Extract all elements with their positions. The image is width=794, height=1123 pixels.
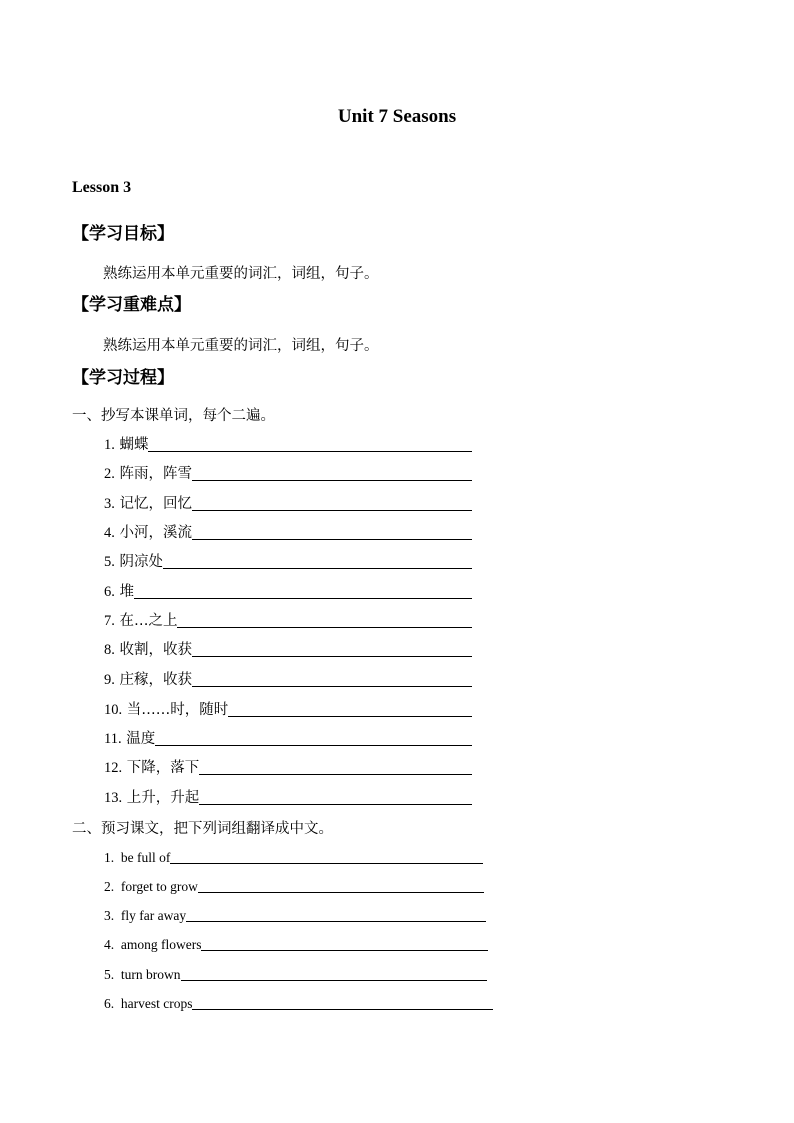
item-number: 11.: [104, 731, 122, 747]
answer-line[interactable]: [186, 907, 486, 922]
answer-line[interactable]: [192, 995, 493, 1010]
answer-line[interactable]: [199, 790, 472, 805]
item-text: 庄稼，收获: [119, 672, 192, 688]
answer-line[interactable]: [192, 642, 472, 657]
item-text: turn brown: [120, 967, 181, 982]
list-item: [104, 432, 472, 454]
item-number: 2.: [104, 879, 115, 894]
list-item: [104, 961, 487, 983]
answer-line[interactable]: [148, 437, 472, 452]
item-number: 13.: [104, 790, 123, 806]
answer-line[interactable]: [155, 731, 472, 746]
item-number: 7.: [104, 613, 115, 629]
item-number: 3.: [104, 496, 115, 512]
item-text: 小河，溪流: [119, 525, 192, 541]
item-text: 在…之上: [119, 613, 178, 629]
answer-line[interactable]: [199, 760, 472, 775]
item-number: 10.: [104, 702, 123, 718]
item-number: 1.: [104, 437, 115, 453]
item-number: 4.: [104, 937, 115, 952]
list-item: [104, 931, 488, 953]
item-number: 5.: [104, 554, 115, 570]
item-number: 6.: [104, 996, 115, 1011]
item-text: 温度: [126, 731, 156, 747]
list-item: [104, 667, 472, 689]
item-text: 阴凉处: [119, 554, 163, 570]
list-item: [104, 844, 483, 866]
item-text: harvest crops: [120, 996, 193, 1011]
goals-text: 熟练运用本单元重要的词汇，词组，句子。: [103, 266, 379, 282]
answer-line[interactable]: [192, 466, 472, 481]
item-text: among flowers: [120, 937, 202, 952]
list-item: [104, 697, 472, 719]
item-text: 当……时，随时: [126, 702, 229, 718]
list-item: [104, 579, 472, 601]
answer-line[interactable]: [192, 496, 472, 511]
list-item: [104, 520, 472, 542]
answer-line[interactable]: [198, 878, 484, 893]
key-points-text: 熟练运用本单元重要的词汇，词组，句子。: [103, 338, 379, 354]
item-number: 2.: [104, 466, 115, 482]
item-number: 9.: [104, 672, 115, 688]
answer-line[interactable]: [192, 672, 472, 687]
answer-line[interactable]: [228, 702, 472, 717]
item-text: 记忆，回忆: [119, 496, 192, 512]
list-item: [104, 491, 472, 513]
part1-instruction: 一、抄写本课单词，每个二遍。: [72, 408, 275, 424]
goals-heading: 【学习目标】: [72, 224, 174, 244]
item-text: 下降，落下: [126, 760, 200, 776]
list-item: [104, 990, 493, 1012]
item-number: 1.: [104, 850, 115, 865]
list-item: [104, 873, 484, 895]
item-number: 6.: [104, 584, 115, 600]
key-points-heading: 【学习重难点】: [72, 295, 191, 315]
answer-line[interactable]: [163, 554, 472, 569]
part2-instruction: 二、预习课文，把下列词组翻译成中文。: [72, 821, 333, 837]
item-text: forget to grow: [120, 879, 198, 894]
answer-line[interactable]: [177, 613, 472, 628]
list-item: [104, 637, 472, 659]
list-item: [104, 902, 486, 924]
lesson-label: Lesson 3: [72, 179, 132, 196]
item-text: 阵雨，阵雪: [119, 466, 192, 482]
item-text: 收割，收获: [119, 642, 192, 658]
process-heading: 【学习过程】: [72, 368, 174, 388]
item-text: 上升，升起: [126, 790, 200, 806]
list-item: [104, 608, 472, 630]
item-number: 12.: [104, 760, 123, 776]
list-item: [104, 549, 472, 571]
item-number: 3.: [104, 908, 115, 923]
page-title: Unit 7 Seasons: [337, 106, 457, 127]
answer-line[interactable]: [192, 525, 472, 540]
list-item: [104, 785, 472, 807]
answer-line[interactable]: [201, 936, 488, 951]
item-number: 4.: [104, 525, 115, 541]
item-text: 蝴蝶: [119, 437, 149, 453]
item-text: fly far away: [120, 908, 187, 923]
answer-line[interactable]: [181, 966, 488, 981]
item-number: 5.: [104, 967, 115, 982]
answer-line[interactable]: [170, 849, 483, 864]
answer-line[interactable]: [134, 584, 472, 599]
item-text: be full of: [120, 850, 171, 865]
item-text: 堆: [119, 584, 134, 600]
list-item: [104, 461, 472, 483]
item-number: 8.: [104, 642, 115, 658]
list-item: [104, 726, 472, 748]
list-item: [104, 755, 472, 777]
